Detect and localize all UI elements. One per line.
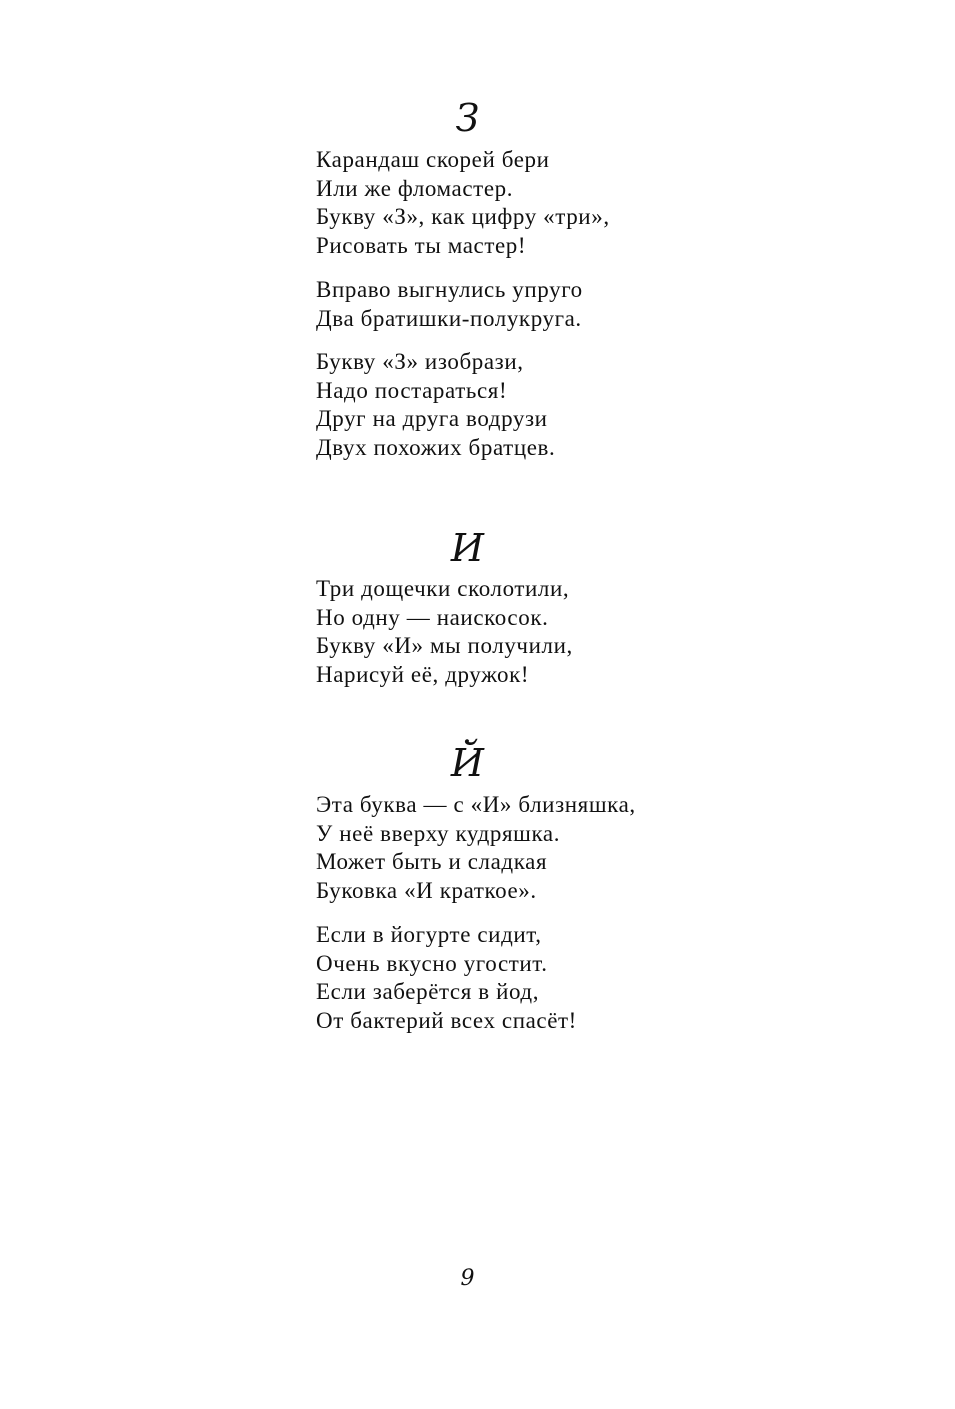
poem-line: От бактерий всех спасёт!	[316, 1007, 577, 1033]
poem-line: Букву «И» мы получили,	[316, 633, 573, 658]
stanza	[316, 276, 583, 333]
poem-line: Букву «З», как цифру «три»,	[316, 204, 610, 229]
poem-line: У неё вверху кудряшка.	[316, 820, 561, 846]
page-number: 9	[460, 1266, 475, 1291]
poem-line: Двух похожих братцев.	[316, 434, 556, 460]
poem-line: Рисовать ты мастер!	[316, 232, 527, 258]
poem-line: Букву «З» изобрази,	[316, 349, 524, 374]
poem-line: Может быть и сладкая	[316, 849, 548, 874]
poem-line: Но одну — наискосок.	[316, 604, 549, 630]
stanza	[316, 921, 577, 1035]
letter-heading-i: И	[450, 526, 485, 570]
poem-line: Три дощечки сколотили,	[316, 576, 570, 601]
poem-line: Вправо выгнулись упруго	[316, 277, 583, 302]
poem-line: Очень вкусно угостит.	[316, 950, 548, 976]
poem-line: Или же фломастер.	[316, 175, 514, 201]
poem-line: Если в йогурте сидит,	[316, 922, 542, 947]
poem-line: Нарисуй её, дружок!	[316, 661, 530, 687]
poem-line: Друг на друга водрузи	[316, 406, 548, 431]
stanza	[316, 348, 555, 462]
stanza	[316, 791, 636, 905]
poem-line: Буковка «И краткое».	[316, 877, 537, 903]
stanza	[316, 575, 573, 689]
poem-line: Карандаш скорей бери	[316, 147, 550, 172]
poem-line: Эта буква — с «И» близняшка,	[316, 792, 636, 817]
stanza	[316, 146, 610, 260]
letter-heading-i-kratkoe: Й	[450, 741, 485, 785]
poem-line: Надо постараться!	[316, 377, 508, 403]
poem-line: Два братишки-полукруга.	[316, 305, 582, 331]
poem-line: Если заберётся в йод,	[316, 979, 540, 1004]
letter-heading-z: З	[455, 96, 480, 140]
